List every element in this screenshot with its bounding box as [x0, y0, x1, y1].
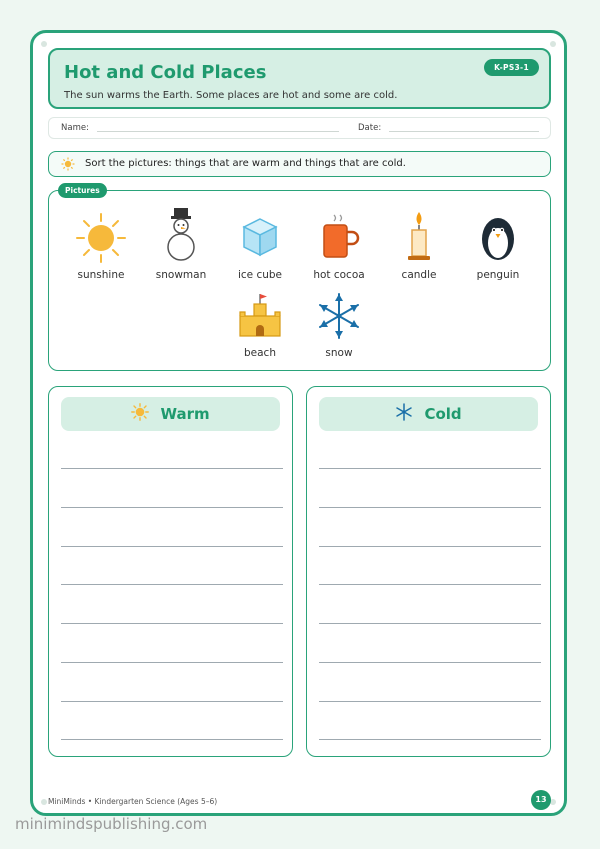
ice-cube-icon — [234, 212, 286, 264]
standard-badge: K-PS3-1 — [484, 59, 539, 76]
corner-dot — [550, 41, 556, 47]
writing-line[interactable] — [61, 662, 283, 663]
picture-label: hot cocoa — [313, 269, 365, 281]
snowflake-icon — [313, 290, 365, 342]
mug-icon — [313, 212, 365, 264]
date-label: Date: — [358, 123, 382, 133]
corner-dot — [41, 41, 47, 47]
footer-text: MiniMinds • Kindergarten Science (Ages 5–6) — [48, 797, 218, 806]
watermark: minimindspublishing.com — [15, 815, 208, 833]
warm-column — [48, 386, 293, 757]
page-number: 13 — [531, 790, 551, 810]
picture-label: ice cube — [237, 269, 283, 281]
picture-card-candle[interactable] — [379, 210, 459, 281]
picture-card-sunshine[interactable] — [61, 212, 141, 281]
writing-line[interactable] — [61, 623, 283, 624]
sun-icon — [61, 157, 75, 174]
sun-icon — [131, 403, 149, 425]
writing-line[interactable] — [61, 584, 283, 585]
picture-card-hot-cocoa[interactable] — [299, 212, 379, 281]
writing-line[interactable] — [61, 468, 283, 469]
picture-card-snow[interactable] — [299, 290, 379, 359]
instruction-box — [48, 151, 551, 177]
sandcastle-icon — [234, 290, 286, 342]
date-field[interactable] — [389, 131, 539, 132]
writing-line[interactable] — [319, 468, 541, 469]
writing-line[interactable] — [319, 623, 541, 624]
cold-column-header — [319, 397, 538, 431]
picture-label: sunshine — [77, 269, 125, 281]
picture-label: snowman — [155, 269, 207, 281]
cold-column-title: Cold — [424, 405, 462, 423]
pictures-tag: Pictures — [58, 183, 107, 198]
sun-icon — [75, 212, 127, 264]
picture-card-snowman[interactable] — [141, 207, 221, 281]
instruction-text: Sort the pictures: things that are warm and things that are cold. — [85, 158, 406, 169]
picture-card-beach[interactable] — [220, 290, 300, 359]
warm-column-header — [61, 397, 280, 431]
writing-line[interactable] — [61, 546, 283, 547]
page-subtitle: The sun warms the Earth. Some places are hot and some are cold. — [64, 90, 398, 101]
writing-line[interactable] — [319, 701, 541, 702]
picture-label: snow — [325, 347, 353, 359]
warm-column-title: Warm — [160, 405, 210, 423]
picture-card-penguin[interactable] — [458, 212, 538, 281]
picture-label: candle — [401, 269, 437, 281]
picture-label: beach — [244, 347, 276, 359]
penguin-icon — [472, 212, 524, 264]
name-field[interactable] — [97, 131, 339, 132]
snowflake-icon — [395, 403, 413, 425]
corner-dot — [41, 799, 47, 805]
writing-line[interactable] — [61, 739, 283, 740]
picture-label: penguin — [476, 269, 520, 281]
snowman-icon — [155, 207, 207, 264]
candle-icon — [393, 210, 445, 264]
page-title: Hot and Cold Places — [64, 62, 267, 83]
writing-line[interactable] — [61, 701, 283, 702]
writing-line[interactable] — [319, 584, 541, 585]
cold-column — [306, 386, 551, 757]
writing-line[interactable] — [319, 662, 541, 663]
worksheet-header — [48, 48, 551, 109]
writing-line[interactable] — [319, 739, 541, 740]
writing-line[interactable] — [319, 546, 541, 547]
name-date-bar — [48, 117, 551, 139]
picture-card-ice-cube[interactable] — [220, 212, 300, 281]
writing-line[interactable] — [61, 507, 283, 508]
name-label: Name: — [61, 123, 89, 133]
writing-line[interactable] — [319, 507, 541, 508]
